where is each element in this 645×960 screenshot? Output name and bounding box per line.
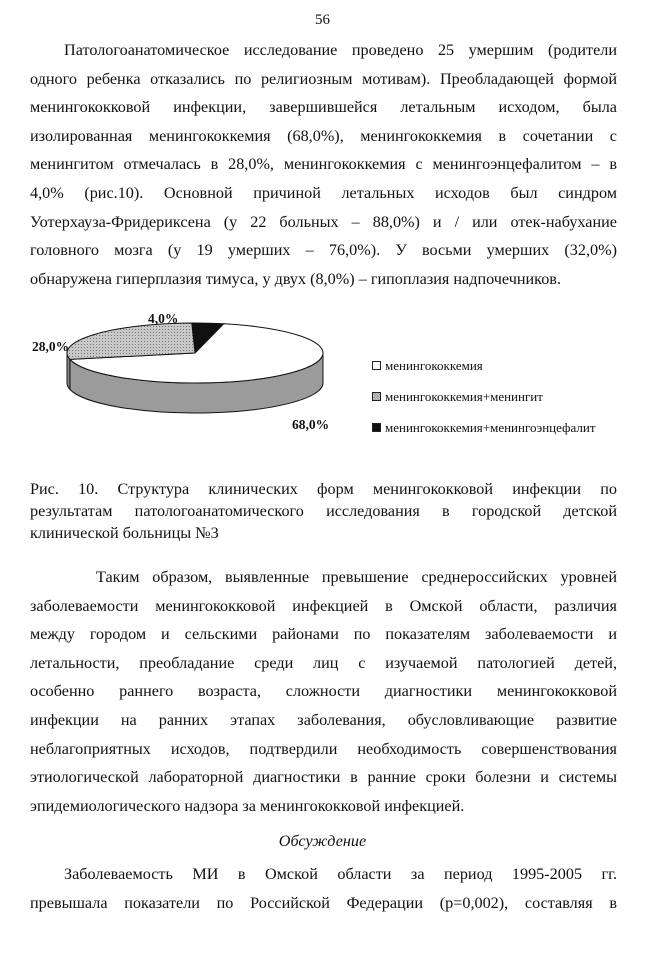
figure-caption	[30, 478, 617, 544]
text-line: Заболеваемость МИ в Омской области за период 1995-2005 гг.	[64, 865, 617, 883]
text-line: менингококковой инфекции, завершившейся летальным исходом, была	[30, 98, 617, 117]
text-line: одного ребенка отказались по религиозным мотивам). Преобладающей формой	[30, 69, 617, 88]
text-line: Уотерхауза-Фридериксена (у 22 больных – 88,0%) и / или отек-набухание	[30, 212, 617, 231]
caption-line: клинической больницы №3	[30, 524, 219, 542]
legend-swatch	[372, 392, 381, 401]
text-line: неблагоприятных исходов, подтвердили необходимость совершенствования	[30, 739, 617, 758]
text-line: обнаружена гиперплазия тимуса, у двух (8,0%) – гипоплазия надпочечников.	[30, 269, 562, 288]
text-line: превышала показатели по Российской Федерации (р=0,002), составляя в	[30, 893, 617, 912]
text-line: Таким образом, выявленные превышение среднероссийских уровней	[96, 568, 617, 586]
legend-swatch	[372, 361, 381, 370]
text-line: особенно раннего возраста, сложности диагностики менингококковой	[30, 682, 617, 701]
legend-label: менингококкемия+менингоэнцефалит	[385, 419, 596, 435]
text-line: Патологоанатомическое исследование проведено 25 умершим (родители	[64, 41, 617, 59]
paragraph-autopsy	[30, 36, 617, 293]
pie-label-2: 4,0%	[148, 311, 179, 326]
section-heading-discussion: Обсуждение	[278, 832, 367, 850]
text-line: изолированная менингококкемия (68,0%), менингококкемия в сочетании с	[30, 126, 617, 145]
text-line: менингитом отмечалась в 28,0%, менингококкемия с менингоэнцефалитом – в	[30, 155, 617, 174]
legend-swatch	[372, 423, 381, 432]
page-number: 56	[315, 12, 330, 28]
text-line: этиологической лабораторной диагностики в ранние сроки болезни и системы	[30, 768, 617, 787]
text-line: инфекции на ранних этапах заболевания, обусловливающие развитие	[30, 710, 617, 729]
text-line: заболеваемости менингококковой инфекцией в Омской области, различия	[30, 596, 617, 615]
text-line: эпидемиологического надзора за менингококковой инфекцией.	[30, 796, 465, 815]
text-line: головного мозга (у 19 умерших – 76,0%). У восьми умерших (32,0%)	[30, 241, 617, 260]
caption-line: результатам патологоанатомического исследования в городской детской	[30, 502, 617, 520]
text-line: 4,0% (рис.10). Основной причиной летальных исходов был синдром	[30, 183, 617, 202]
caption-line: Рис. 10. Структура клинических форм менингококковой инфекции по	[30, 480, 617, 498]
paragraph-discussion	[30, 860, 617, 917]
pie-label-1: 28,0%	[32, 339, 70, 354]
legend-item	[372, 350, 596, 381]
text-line: между городом и сельскими районами по показателям заболеваемости и	[30, 625, 617, 644]
legend-item	[372, 381, 596, 412]
pie-label-0: 68,0%	[292, 417, 330, 432]
legend-label: менингококкемия+менингит	[385, 388, 543, 404]
paragraph-conclusion	[30, 563, 617, 820]
pie-slice-1	[67, 323, 195, 359]
legend-label: менингококкемия	[385, 357, 483, 373]
chart-legend	[372, 350, 596, 443]
text-line: летальности, преобладание среди лиц с изучаемой патологией детей,	[30, 653, 617, 672]
legend-item	[372, 412, 596, 443]
